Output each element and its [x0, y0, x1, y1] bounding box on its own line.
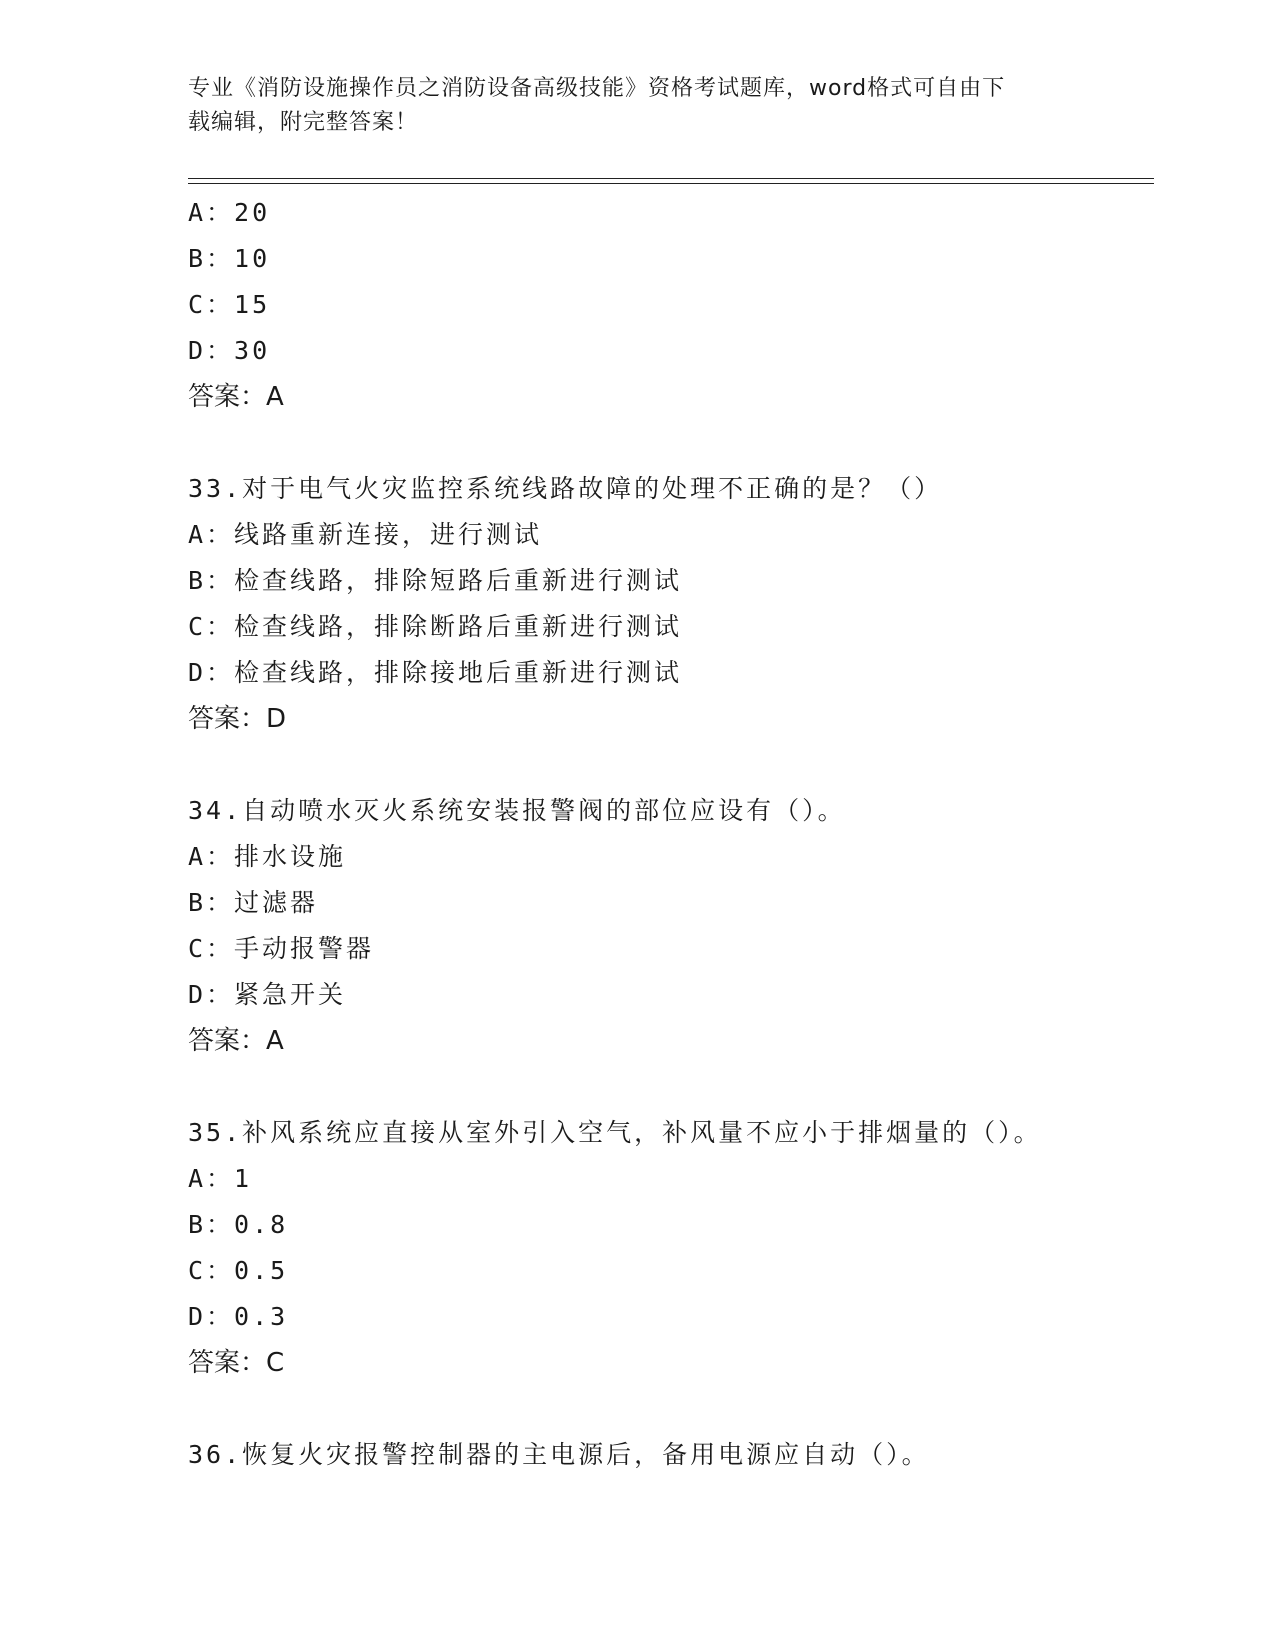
- question-stem: 36.恢复火灾报警控制器的主电源后，备用电源应自动（）。: [188, 1440, 930, 1469]
- document-header: [188, 72, 1068, 140]
- option-a: A：20: [188, 198, 271, 227]
- question-block-32: [188, 190, 1148, 420]
- answer-line: 答案：D: [188, 704, 287, 734]
- option-c: C：检查线路，排除断路后重新进行测试: [188, 612, 683, 641]
- question-stem: 35.补风系统应直接从室外引入空气，补风量不应小于排烟量的（）。: [188, 1118, 1042, 1147]
- option-a: A：线路重新连接，进行测试: [188, 520, 543, 549]
- spacer: [188, 420, 1148, 466]
- header-line-1: 专业《消防设施操作员之消防设备高级技能》资格考试题库，word格式可自由下: [188, 76, 1006, 101]
- answer-line: 答案：C: [188, 1348, 285, 1378]
- question-block-36: [188, 1432, 1148, 1478]
- question-list: [188, 190, 1148, 1478]
- spacer: [188, 1386, 1148, 1432]
- option-c: C：15: [188, 290, 271, 319]
- option-d: D：检查线路，排除接地后重新进行测试: [188, 658, 683, 687]
- option-a: A：1: [188, 1164, 253, 1193]
- header-line-2: 载编辑，附完整答案！: [188, 110, 419, 135]
- question-block-33: [188, 466, 1148, 742]
- option-c: C：0.5: [188, 1256, 289, 1285]
- option-d: D：紧急开关: [188, 980, 347, 1009]
- header-divider-bottom: [188, 183, 1154, 184]
- option-b: B：过滤器: [188, 888, 319, 917]
- spacer: [188, 1064, 1148, 1110]
- header-divider-top: [188, 178, 1154, 179]
- question-block-35: [188, 1110, 1148, 1386]
- spacer: [188, 742, 1148, 788]
- answer-line: 答案：A: [188, 1026, 284, 1056]
- answer-line: 答案：A: [188, 382, 284, 412]
- option-a: A：排水设施: [188, 842, 347, 871]
- option-b: B：检查线路，排除短路后重新进行测试: [188, 566, 683, 595]
- option-b: B：0.8: [188, 1210, 289, 1239]
- option-b: B：10: [188, 244, 271, 273]
- option-d: D：0.3: [188, 1302, 289, 1331]
- question-block-34: [188, 788, 1148, 1064]
- question-stem: 33.对于电气火灾监控系统线路故障的处理不正确的是？（）: [188, 474, 943, 503]
- option-c: C：手动报警器: [188, 934, 375, 963]
- option-d: D：30: [188, 336, 271, 365]
- question-stem: 34.自动喷水灭火系统安装报警阀的部位应设有（）。: [188, 796, 846, 825]
